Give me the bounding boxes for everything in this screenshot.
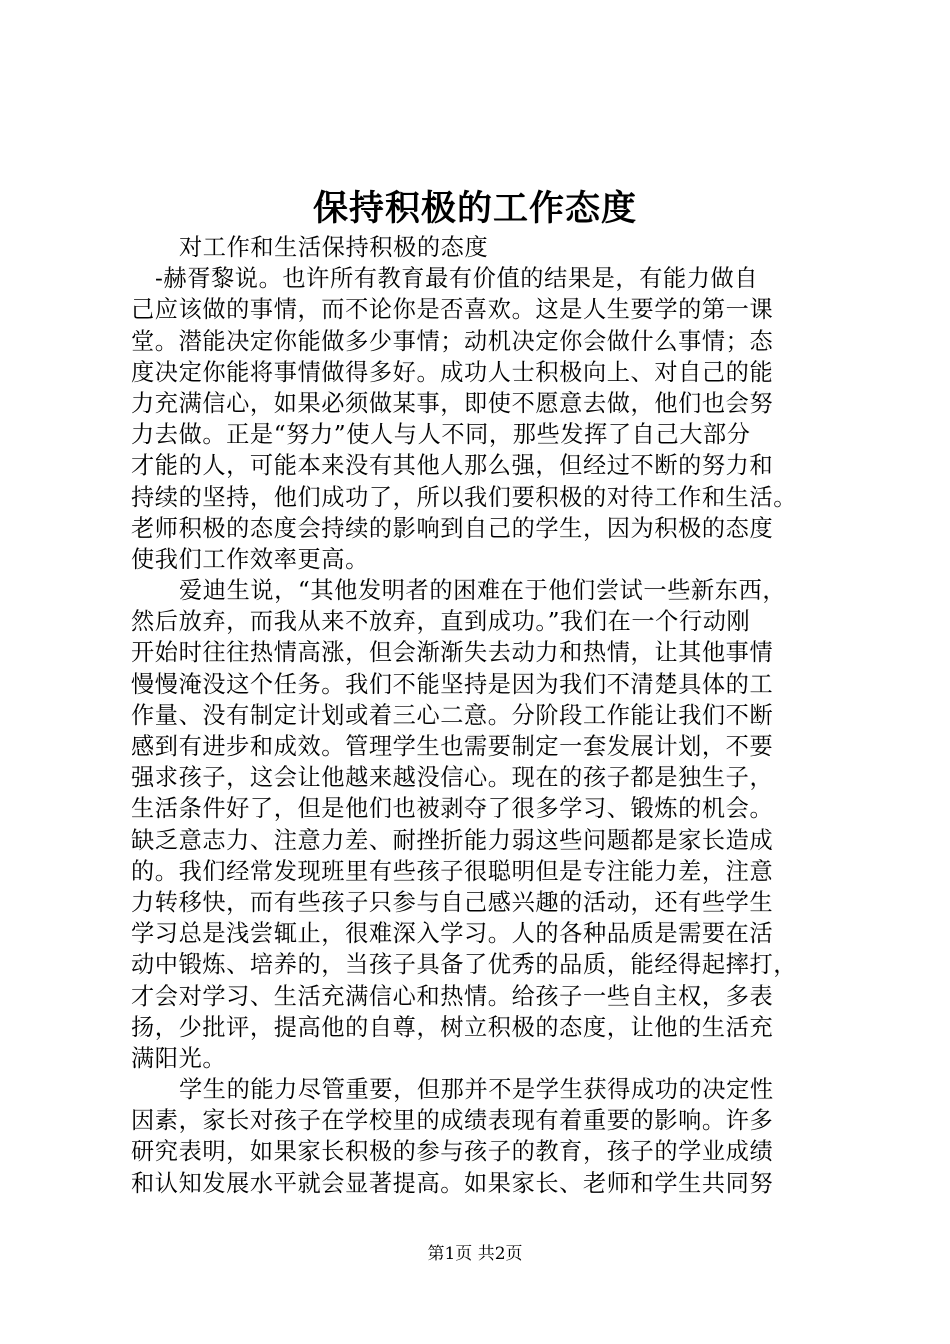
paragraph-line: -赫胥黎说。也许所有教育最有价值的结果是，有能力做自 xyxy=(155,265,759,293)
paragraph-line: 动中锻炼、培养的，当孩子具备了优秀的品质，能经得起摔打， xyxy=(131,951,798,979)
paragraph-line: 生活条件好了，但是他们也被剥夺了很多学习、锻炼的机会。 xyxy=(131,795,774,823)
paragraph-line: 作量、没有制定计划或着三心二意。分阶段工作能让我们不断 xyxy=(131,701,774,729)
paragraph-line: 力转移快，而有些孩子只参与自己感兴趣的活动，还有些学生 xyxy=(131,888,774,916)
paragraph-line: 力充满信心，如果必须做某事，即使不愿意去做，他们也会努 xyxy=(131,389,774,417)
paragraph-line: 满阳光。 xyxy=(131,1044,227,1072)
paragraph-line: 因素，家长对孩子在学校里的成绩表现有着重要的影响。许多 xyxy=(131,1107,774,1135)
document-body xyxy=(131,232,836,1199)
paragraph-line: 研究表明，如果家长积极的参与孩子的教育，孩子的学业成绩 xyxy=(131,1138,774,1166)
paragraph-line: 对工作和生活保持积极的态度 xyxy=(179,234,489,261)
paragraph-line: 和认知发展水平就会显著提高。如果家长、老师和学生共同努 xyxy=(131,1169,774,1197)
paragraph-line: 堂。潜能决定你能做多少事情；动机决定你会做什么事情；态 xyxy=(131,327,774,355)
paragraph-line: 慢慢淹没这个任务。我们不能坚持是因为我们不清楚具体的工 xyxy=(131,670,774,698)
paragraph-line: 使我们工作效率更高。 xyxy=(131,545,369,573)
paragraph-line: 才能的人，可能本来没有其他人那么强，但经过不断的努力和 xyxy=(131,452,774,480)
paragraph-line: 度决定你能将事情做得多好。成功人士积极向上、对自己的能 xyxy=(131,358,774,386)
paragraph-line: 学习总是浅尝辄止，很难深入学习。人的各种品质是需要在活 xyxy=(131,920,774,948)
paragraph-line: 的。我们经常发现班里有些孩子很聪明但是专注能力差，注意 xyxy=(131,857,774,885)
paragraph-line: 学生的能力尽管重要，但那并不是学生获得成功的决定性 xyxy=(179,1076,774,1104)
document-title: 保持积极的工作态度 xyxy=(312,188,637,229)
paragraph-line: 然后放弃，而我从来不放弃，直到成功。”我们在一个行动刚 xyxy=(131,608,751,636)
paragraph-line: 缺乏意志力、注意力差、耐挫折能力弱这些问题都是家长造成 xyxy=(131,826,774,854)
paragraph-line: 强求孩子，这会让他越来越没信心。现在的孩子都是独生子， xyxy=(131,764,774,792)
paragraph-line: 才会对学习、生活充满信心和热情。给孩子一些自主权，多表 xyxy=(131,982,774,1010)
paragraph-line: 扬，少批评，提高他的自尊，树立积极的态度，让他的生活充 xyxy=(131,1013,774,1041)
page-footer: 第1页 共2页 xyxy=(427,1244,523,1264)
paragraph-line: 爱迪生说，“其他发明者的困难在于他们尝试一些新东西， xyxy=(179,577,787,605)
paragraph-line: 力去做。正是“努力”使人与人不同，那些发挥了自己大部分 xyxy=(131,421,751,449)
paragraph-line: 开始时往往热情高涨，但会渐渐失去动力和热情，让其他事情 xyxy=(131,639,774,667)
paragraph-line: 持续的坚持，他们成功了，所以我们要积极的对待工作和生活。 xyxy=(131,483,798,511)
paragraph-line: 己应该做的事情，而不论你是否喜欢。这是人生要学的第一课 xyxy=(131,296,774,324)
paragraph-line: 老师积极的态度会持续的影响到自己的学生，因为积极的态度 xyxy=(131,514,774,542)
paragraph-line: 感到有进步和成效。管理学生也需要制定一套发展计划，不要 xyxy=(131,733,774,760)
